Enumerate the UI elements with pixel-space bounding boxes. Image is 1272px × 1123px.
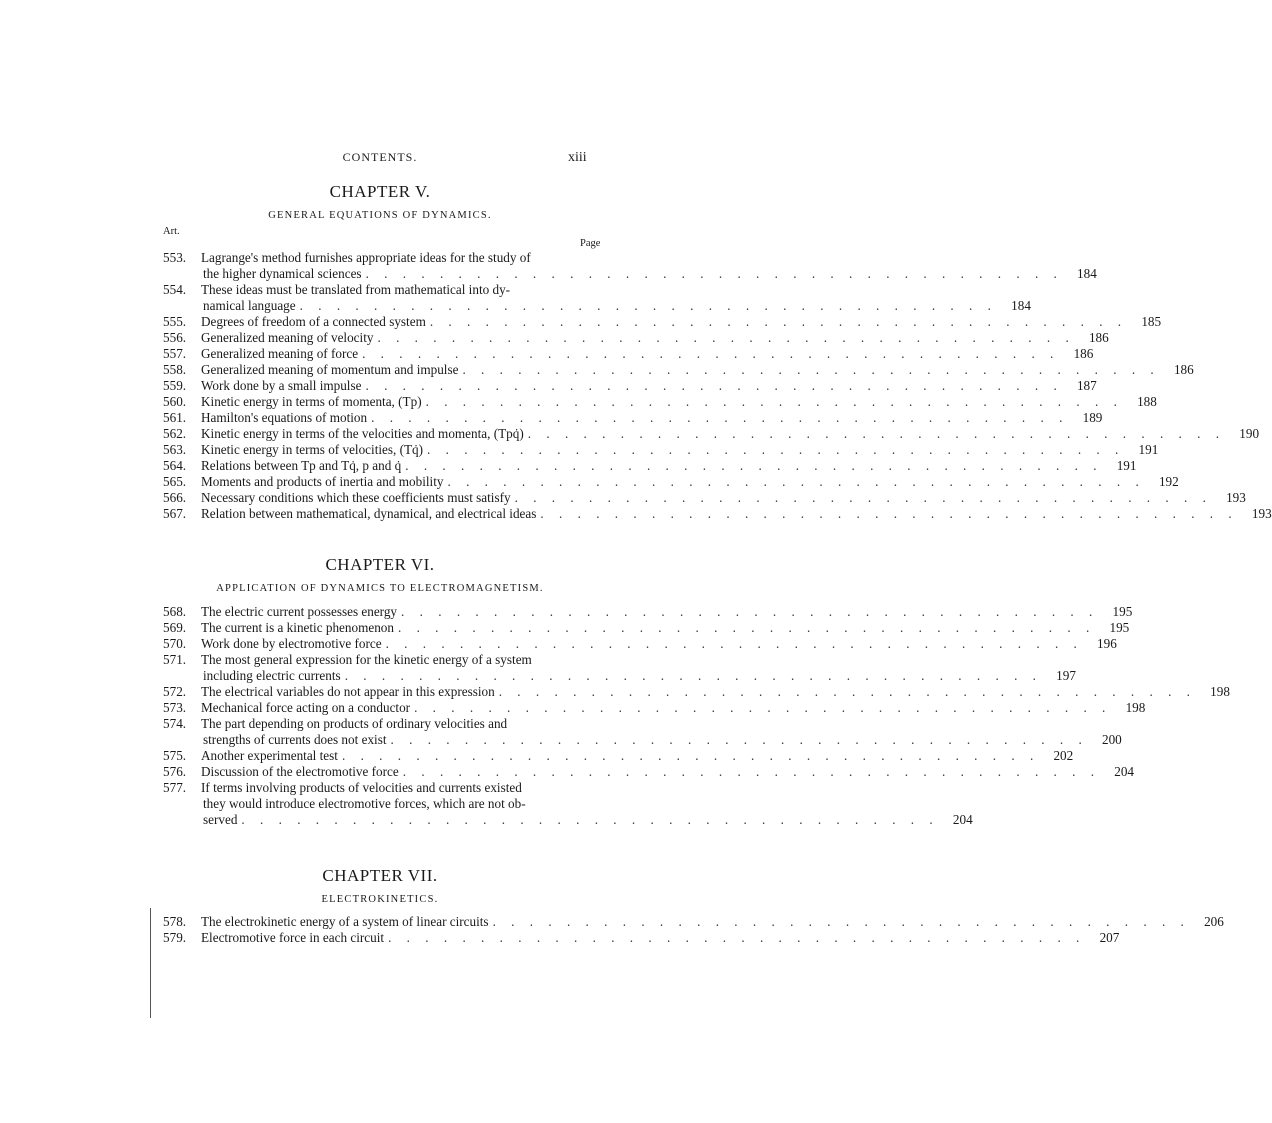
entry-text: Hamilton's equations of motion [201,410,368,425]
page-number: 202 [1053,748,1074,763]
entry-text: Work done by electromotive force [201,636,382,651]
toc-entry [163,700,1146,716]
chapter-title: CHAPTER VII. [322,866,438,885]
margin-rule [150,908,151,1018]
article-number: 576. [163,764,187,779]
page-number: 186 [1073,346,1094,361]
entry-text: strengths of currents does not exist [203,732,387,747]
toc-entry [163,362,1194,378]
dot-leader: . . . . . . . . . . . . . . . . . . . . . . . . . . . . . . . . . . . . . . [388,930,1086,945]
article-number: 572. [163,684,187,699]
page-number: 200 [1101,732,1122,747]
dot-leader: . . . . . . . . . . . . . . . . . . . . . . . . . . . . . . . . . . . . . . [447,474,1145,489]
dot-leader: . . . . . . . . . . . . . . . . . . . . . . . . . . . . . . . . . . . . . . [527,426,1226,441]
entry-text: Necessary conditions which these coefficients must satisfy [201,490,511,505]
chapter-6-heading [160,555,600,594]
dot-leader: . . . . . . . . . . . . . . . . . . . . . . . . . . . . . . . . . . . . . . [299,298,997,313]
running-title: CONTENTS. [342,150,418,164]
page-numeral: xiii [568,150,587,165]
entry-text: If terms involving products of velocities and currents existed [201,780,522,795]
chapter-subtitle: ELECTROKINETICS. [321,894,439,905]
toc-entry [163,604,1133,620]
page-number: 196 [1097,636,1117,651]
article-number: 563. [163,442,187,457]
toc-entry [163,394,1157,410]
toc-entry [163,780,973,828]
entry-text: Lagrange's method furnishes appropriate ideas for the study of [201,250,531,265]
entry-text: the higher dynamical sciences [203,266,362,281]
page-number: 193 [1251,506,1272,521]
toc-entry [163,330,1109,346]
article-number: 570. [163,636,187,651]
page-column-label: Page [580,238,601,249]
dot-leader: . . . . . . . . . . . . . . . . . . . . . . . . . . . . . . . . . . . . . . [365,266,1063,281]
article-number: 556. [163,330,187,345]
entry-text: These ideas must be translated from mathematical into dy- [201,282,511,297]
dot-leader: . . . . . . . . . . . . . . . . . . . . . . . . . . . . . . . . . . . . . . [341,748,1040,763]
toc-entry [163,636,1117,652]
chapter-6-entries [163,604,1230,828]
entry-text: served [203,812,238,827]
article-number: 564. [163,458,187,473]
toc-entry [163,620,1130,636]
article-number: 575. [163,748,187,763]
dot-leader: . . . . . . . . . . . . . . . . . . . . . . . . . . . . . . . . . . . . . . [427,442,1125,457]
entry-text: Another experimental test [201,748,338,763]
toc-entry [163,684,1230,700]
page-number: 207 [1099,930,1120,945]
art-column-label: Art. [163,226,180,237]
entry-text: The electric current possesses energy [201,604,398,619]
toc-entry [163,442,1159,458]
toc-entry [163,652,1076,684]
entry-text: namical language [203,298,296,313]
dot-leader: . . . . . . . . . . . . . . . . . . . . . . . . . . . . . . . . . . . . . . [429,314,1128,329]
dot-leader: . . . . . . . . . . . . . . . . . . . . . . . . . . . . . . . . . . . . . . [425,394,1123,409]
chapter-5-heading [160,182,600,221]
entry-text: Work done by a small impulse [201,378,362,393]
dot-leader: . . . . . . . . . . . . . . . . . . . . . . . . . . . . . . . . . . . . . . [385,636,1083,651]
chapter-7-entries [163,914,1224,946]
page-number: 191 [1138,442,1159,457]
entry-text: The part depending on products of ordinary velocities and [201,716,508,731]
dot-leader: . . . . . . . . . . . . . . . . . . . . . . . . . . . . . . . . . . . . . . [540,506,1238,521]
entry-text: Kinetic energy in terms of the velocities and momenta, (Tpq̇) [201,426,524,441]
article-number: 562. [163,426,187,441]
dot-leader: . . . . . . . . . . . . . . . . . . . . . . . . . . . . . . . . . . . . . . [397,620,1096,635]
chapter-title: CHAPTER VI. [325,555,435,574]
page-number: 186 [1088,330,1109,345]
article-number: 568. [163,604,187,619]
article-number: 557. [163,346,187,361]
page-number: 195 [1109,620,1130,635]
page-number: 193 [1226,490,1246,505]
page-number: 187 [1076,378,1097,393]
article-number: 565. [163,474,187,489]
dot-leader: . . . . . . . . . . . . . . . . . . . . . . . . . . . . . . . . . . . . . . [492,914,1190,929]
dot-leader: . . . . . . . . . . . . . . . . . . . . . . . . . . . . . . . . . . . . . . [344,668,1042,683]
entry-text: Electromotive force in each circuit [201,930,385,945]
entry-text: The electrical variables do not appear in this expression [201,684,495,699]
article-number: 571. [163,652,187,667]
page-number: 197 [1056,668,1076,683]
page-number: 206 [1204,914,1224,929]
dot-leader: . . . . . . . . . . . . . . . . . . . . . . . . . . . . . . . . . . . . . . [401,604,1099,619]
dot-leader: . . . . . . . . . . . . . . . . . . . . . . . . . . . . . . . . . . . . . . [514,490,1212,505]
entry-text: Discussion of the electromotive force [201,764,399,779]
article-number: 579. [163,930,187,945]
page-number: 195 [1112,604,1133,619]
chapter-5-entries [163,250,1272,522]
entry-text: Kinetic energy in terms of velocities, (Tq̇) [201,442,424,457]
dot-leader: . . . . . . . . . . . . . . . . . . . . . . . . . . . . . . . . . . . . . . [241,812,939,827]
dot-leader: . . . . . . . . . . . . . . . . . . . . . . . . . . . . . . . . . . . . . . [362,346,1060,361]
article-number: 554. [163,282,187,297]
dot-leader: . . . . . . . . . . . . . . . . . . . . . . . . . . . . . . . . . . . . . . [371,410,1069,425]
toc-entry [163,914,1224,930]
page-number: 189 [1082,410,1103,425]
article-number: 577. [163,780,187,795]
page-number: 186 [1173,362,1194,377]
toc-entry [163,378,1097,394]
dot-leader: . . . . . . . . . . . . . . . . . . . . . . . . . . . . . . . . . . . . . . [498,684,1196,699]
article-number: 553. [163,250,187,265]
toc-entry [163,930,1120,946]
dot-leader: . . . . . . . . . . . . . . . . . . . . . . . . . . . . . . . . . . . . . . [414,700,1112,715]
entry-text: Kinetic energy in terms of momenta, (Tp) [201,394,422,409]
toc-entry [163,716,1122,748]
toc-entry [163,458,1137,474]
entry-text: Generalized meaning of momentum and impulse [201,362,459,377]
toc-entry [163,748,1074,764]
dot-leader: . . . . . . . . . . . . . . . . . . . . . . . . . . . . . . . . . . . . . . [402,764,1101,779]
dot-leader: . . . . . . . . . . . . . . . . . . . . . . . . . . . . . . . . . . . . . . [405,458,1103,473]
entry-text: Generalized meaning of velocity [201,330,374,345]
page-number: 192 [1158,474,1179,489]
entry-text: Relation between mathematical, dynamical, and electrical ideas [201,506,537,521]
chapter-subtitle: GENERAL EQUATIONS OF DYNAMICS. [268,210,492,221]
entry-text: Generalized meaning of force [201,346,359,361]
article-number: 567. [163,506,187,521]
page-number: 191 [1116,458,1137,473]
entry-text: Relations between Tp and Tq̇, p and q̇ [201,458,402,473]
page-number: 198 [1125,700,1146,715]
article-number: 574. [163,716,187,731]
dot-leader: . . . . . . . . . . . . . . . . . . . . . . . . . . . . . . . . . . . . . . [365,378,1063,393]
article-number: 566. [163,490,187,505]
dot-leader: . . . . . . . . . . . . . . . . . . . . . . . . . . . . . . . . . . . . . . [377,330,1075,345]
entry-text: they would introduce electromotive forces, which are not ob- [203,796,526,811]
dot-leader: . . . . . . . . . . . . . . . . . . . . . . . . . . . . . . . . . . . . . . [390,732,1088,747]
toc-entry [163,410,1103,426]
article-number: 573. [163,700,187,715]
dot-leader: . . . . . . . . . . . . . . . . . . . . . . . . . . . . . . . . . . . . . . [462,362,1160,377]
chapter-title: CHAPTER V. [329,182,431,201]
chapter-subtitle: APPLICATION OF DYNAMICS TO ELECTROMAGNETISM. [216,583,544,594]
page-number: 184 [1077,266,1097,281]
page-number: 204 [952,812,973,827]
article-number: 559. [163,378,187,393]
page-number: 198 [1210,684,1230,699]
entry-text: Mechanical force acting on a conductor [201,700,411,715]
article-number: 578. [163,914,187,929]
article-number: 555. [163,314,187,329]
article-number: 560. [163,394,187,409]
toc-entry [163,346,1094,362]
chapter-7-heading [160,866,600,905]
toc-entry [163,474,1179,490]
page-number: 188 [1137,394,1157,409]
article-number: 558. [163,362,187,377]
entry-text: Degrees of freedom of a connected system [201,314,426,329]
entry-text: The current is a kinetic phenomenon [201,620,394,635]
toc-entry [163,426,1260,442]
entry-text: including electric currents [203,668,341,683]
article-number: 561. [163,410,187,425]
page-number: 204 [1114,764,1135,779]
toc-entry [163,314,1162,330]
page-number: 184 [1011,298,1031,313]
toc-entry [163,490,1246,506]
toc-entry [163,250,1097,282]
page-number: 190 [1239,426,1260,441]
entry-text: The most general expression for the kinetic energy of a system [201,652,532,667]
article-number: 569. [163,620,187,635]
page-number: 185 [1141,314,1162,329]
toc-entry [163,506,1272,522]
entry-text: The electrokinetic energy of a system of linear circuits [201,914,489,929]
toc-entry [163,282,1031,314]
entry-text: Moments and products of inertia and mobility [201,474,444,489]
toc-entry [163,764,1135,780]
